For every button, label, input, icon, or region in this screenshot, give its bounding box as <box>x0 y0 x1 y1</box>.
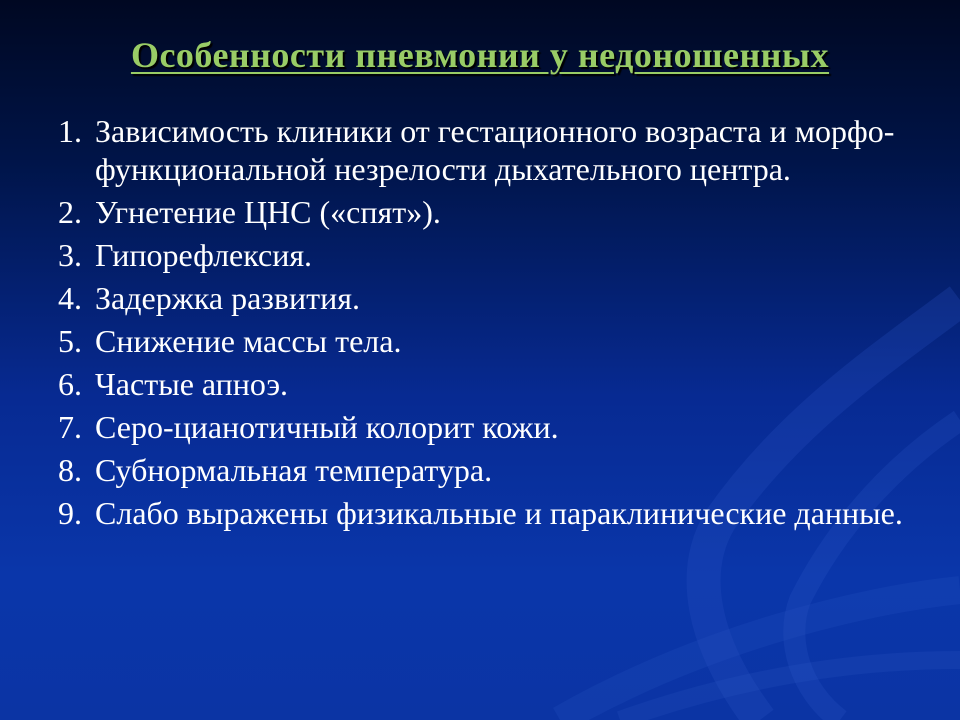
item-number: 1. <box>58 113 82 149</box>
item-number: 5. <box>58 323 82 359</box>
item-text: Серо-цианотичный колорит кожи. <box>95 409 559 445</box>
item-number: 2. <box>58 194 82 230</box>
item-number: 6. <box>58 366 82 402</box>
item-text: Гипорефлексия. <box>95 237 313 273</box>
item-text: Слабо выражены физикальные и параклинические данные. <box>95 495 903 531</box>
list-item <box>58 322 938 360</box>
list-item <box>58 408 938 446</box>
list-item <box>58 494 938 532</box>
item-text: Зависимость клиники от гестационного возраста и морфо-функциональной незрелости дыхательного центра. <box>95 113 895 187</box>
feature-list <box>58 112 938 537</box>
item-number: 9. <box>58 495 82 531</box>
slide-title: Особенности пневмонии у недоношенных <box>130 35 830 75</box>
list-item <box>58 365 938 403</box>
item-text: Частые апноэ. <box>95 366 289 402</box>
item-text: Снижение массы тела. <box>95 323 402 359</box>
item-number: 7. <box>58 409 82 445</box>
item-text: Задержка развития. <box>95 280 360 316</box>
item-number: 8. <box>58 452 82 488</box>
item-text: Угнетение ЦНС («спят»). <box>95 194 441 230</box>
list-item <box>58 451 938 489</box>
item-number: 3. <box>58 237 82 273</box>
list-item <box>58 193 938 231</box>
list-item <box>58 112 938 188</box>
item-number: 4. <box>58 280 82 316</box>
item-text: Субнормальная температура. <box>95 452 493 488</box>
list-item <box>58 236 938 274</box>
list-item <box>58 279 938 317</box>
